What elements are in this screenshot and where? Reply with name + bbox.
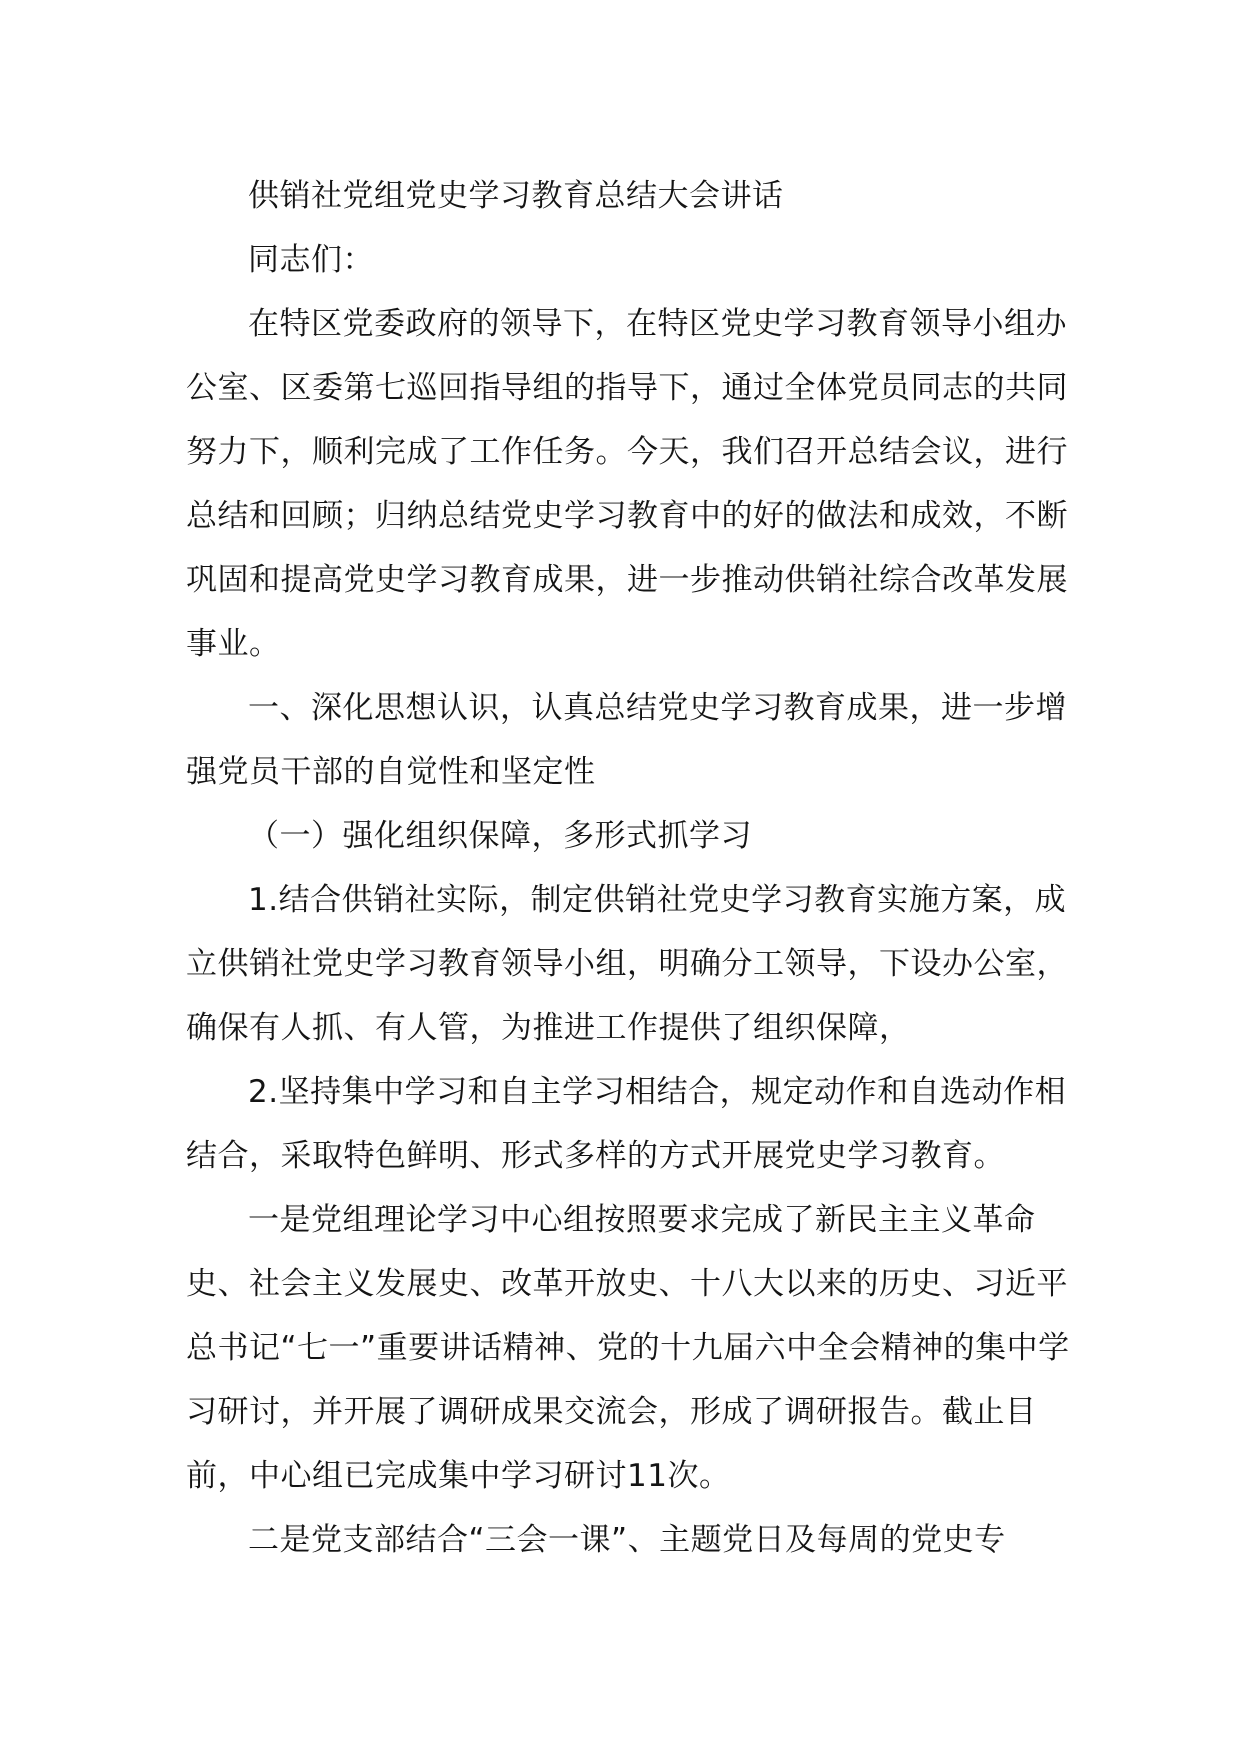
paragraph-intro: 在特区党委政府的领导下，在特区党史学习教育领导小组办公室、区委第七巡回指导组的指导下，通过全体党员同志的共同努力下，顺利完成了工作任务。今天，我们召开总结会议，进行总结和回顾；归纳总结党史学习教育中的好的做法和成效，不断巩固和提高党史学习教育成果，进一步推动供销社综合改革发展事业。: [186, 306, 1068, 662]
document-body: [186, 164, 1086, 1572]
paragraph-point-1: 一是党组理论学习中心组按照要求完成了新民主主义革命史、社会主义发展史、改革开放史、十八大以来的历史、习近平总书记“七一”重要讲话精神、党的十九届六中全会精神的集中学习研讨，并开展了调研成果交流会，形成了调研报告。截止目前，中心组已完成集中学习研讨11次。: [186, 1202, 1070, 1494]
document-title: 供销社党组党史学习教育总结大会讲话: [248, 178, 784, 214]
salutation: 同志们：: [248, 242, 374, 278]
section-heading-1: 一、深化思想认识，认真总结党史学习教育成果，进一步增强党员干部的自觉性和坚定性: [186, 690, 1067, 790]
subsection-heading-1: （一）强化组织保障，多形式抓学习: [248, 818, 752, 854]
paragraph-item-1: 1.结合供销社实际，制定供销社党史学习教育实施方案，成立供销社党史学习教育领导小组，明确分工领导，下设办公室，确保有人抓、有人管，为推进工作提供了组织保障，: [186, 882, 1068, 1046]
paragraph-item-2: 2.坚持集中学习和自主学习相结合，规定动作和自选动作相结合，采取特色鲜明、形式多样的方式开展党史学习教育。: [186, 1074, 1067, 1174]
paragraph-point-2: 二是党支部结合“三会一课”、主题党日及每周的党史专: [248, 1522, 1006, 1558]
